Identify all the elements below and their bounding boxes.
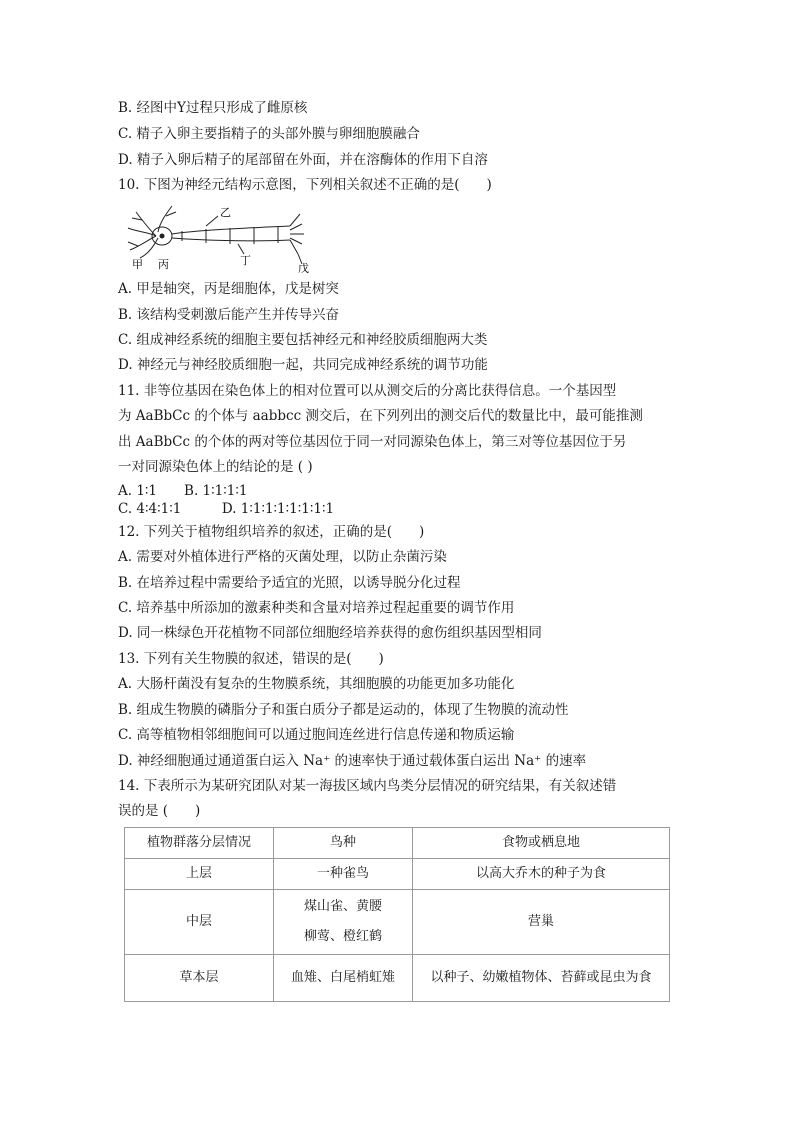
option-b: B. 该结构受刺激后能产生并传导兴奋 — [118, 307, 340, 323]
table-cell-line: 煤山雀、黄腰 — [303, 899, 382, 914]
bird-layer-table — [124, 827, 670, 1002]
table-cell: 上层 — [125, 859, 274, 890]
option-a: A. 甲是轴突，丙是细胞体，戊是树突 — [118, 281, 339, 297]
table-row — [125, 859, 670, 890]
table-cell: 以高大乔木的种子为食 — [413, 859, 670, 890]
option-c: C. 高等植物相邻细胞间可以通过胞间连丝进行信息传递和物质运输 — [118, 727, 515, 743]
option-a: A. 大肠杆菌没有复杂的生物膜系统，其细胞膜的功能更加多功能化 — [118, 676, 515, 692]
table-row — [125, 955, 670, 1002]
option-d: D. 神经元与神经胶质细胞一起，共同完成神经系统的调节功能 — [118, 357, 488, 373]
label-ding: 丁 — [240, 254, 251, 267]
label-yi: 乙 — [220, 206, 231, 219]
neuron-diagram — [118, 198, 318, 274]
table-header: 鸟种 — [274, 828, 413, 859]
table-cell: 草本层 — [125, 955, 274, 1002]
question-12: 12. 下列关于植物组织培养的叙述，正确的是( ) — [118, 524, 425, 540]
option-d: D. 神经细胞通过通道蛋白运入 Na⁺ 的速率快于通过载体蛋白运出 Na⁺ 的速率 — [118, 753, 587, 769]
label-wu: 戊 — [298, 262, 309, 274]
option-a: A. 需要对外植体进行严格的灭菌处理，以防止杂菌污染 — [118, 549, 447, 565]
question-10: 10. 下图为神经元结构示意图，下列相关叙述不正确的是( ) — [118, 177, 492, 193]
table-cell: 中层 — [125, 890, 274, 955]
text-line: 为 AaBbCc 的个体与 aabbcc 测交后，在下列列出的测交后代的数量比中，最可能推测 — [118, 408, 643, 424]
options-cd: C. 4∶4∶1∶1 D. 1∶1∶1∶1∶1∶1∶1∶1 — [118, 501, 335, 517]
text-line: 误的是 ( ) — [118, 803, 201, 819]
question-14: 14. 下表所示为某研究团队对某一海拔区域内鸟类分层情况的研究结果，有关叙述错 — [118, 778, 617, 794]
label-bing: 丙 — [158, 258, 169, 271]
question-11: 11. 非等位基因在染色体上的相对位置可以从测交后的分离比获得信息。一个基因型 — [118, 383, 617, 399]
option-c: C. 培养基中所添加的激素种类和含量对培养过程起重要的调节作用 — [118, 600, 515, 616]
option-d: D. 同一株绿色开花植物不同部位细胞经培养获得的愈伤组织基因型相同 — [118, 625, 542, 641]
option-b: B. 组成生物膜的磷脂分子和蛋白质分子都是运动的，体现了生物膜的流动性 — [118, 702, 569, 718]
option-b: B. 在培养过程中需要给予适宜的光照，以诱导脱分化过程 — [118, 575, 461, 591]
text-line: B. 经图中Y过程只形成了雌原核 — [118, 100, 308, 116]
table-cell: 血雉、白尾梢虹雉 — [274, 955, 413, 1002]
table-cell: 营巢 — [413, 890, 670, 955]
table-row — [125, 890, 670, 955]
text-line: D. 精子入卵后精子的尾部留在外面，并在溶酶体的作用下自溶 — [118, 152, 488, 168]
table-cell: 一种雀鸟 — [274, 859, 413, 890]
table-cell-line: 柳莺、橙红鹤 — [303, 929, 382, 944]
options-ab: A. 1∶1 B. 1∶1∶1∶1 — [118, 483, 248, 499]
label-jia: 甲 — [132, 258, 143, 271]
text-line: C. 精子入卵主要指精子的头部外膜与卵细胞膜融合 — [118, 126, 420, 142]
table-header: 植物群落分层情况 — [125, 828, 274, 859]
table-header: 食物或栖息地 — [413, 828, 670, 859]
text-line: 一对同源染色体上的结论的是 ( ) — [118, 459, 313, 475]
text-line: 出 AaBbCc 的个体的两对等位基因位于同一对同源染色体上，第三对等位基因位于另 — [118, 434, 627, 450]
question-13: 13. 下列有关生物膜的叙述，错误的是( ) — [118, 651, 384, 667]
table-cell: 以种子、幼嫩植物体、苔藓或昆虫为食 — [413, 955, 670, 1002]
option-c: C. 组成神经系统的细胞主要包括神经元和神经胶质细胞两大类 — [118, 332, 488, 348]
table-cell — [274, 890, 413, 955]
table-header-row — [125, 828, 670, 859]
